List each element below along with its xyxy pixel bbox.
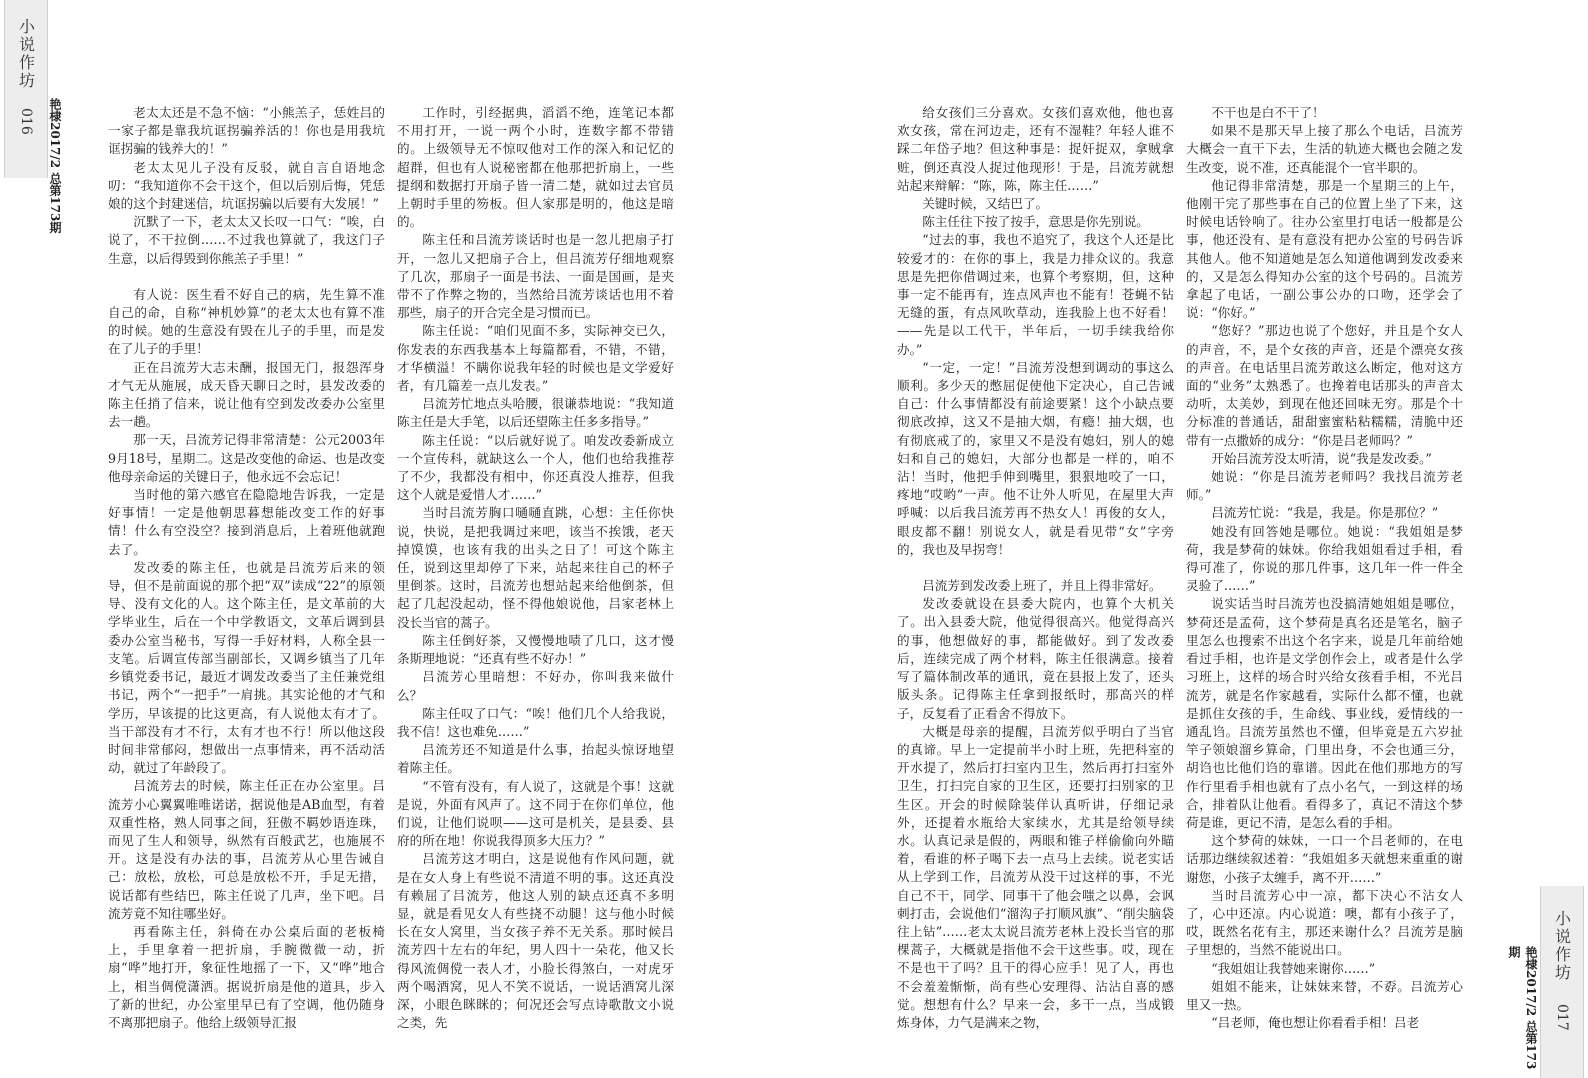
paragraph: 吕流芳去的时候，陈主任正在办公室里。吕流芳小心翼翼唯唯诺诺，据说他是AB血型，有着双重性格，熟人同事之间，狂傲不羁妙语连珠，而见了生人和领导，纵然有百般武艺，也施展不开。这是没有办法的事，吕流芳从心里告诫自己：放松，放松，可总是放松不开，手足无措，说话都有些结巴，陈主任说了几声，坐下吧。吕流芳竟不知往哪坐好。 — [108, 778, 385, 921]
paragraph: 她没有回答她是哪位。她说：“我姐姐是梦荷，我是梦荷的妹妹。你给我姐姐看过手相，看得可准了，你说的那几件事，这几年一件一件全灵验了……” — [1186, 523, 1463, 594]
paragraph: “一定，一定！”吕流芳没想到调动的事这么顺利。多少天的憋屈促使他下定决心，自己告诫自己：什么事情都没有前途要紧！这个小缺点要彻底改掉，这又不是抽大烟，有瘾！抽大烟，也有彻底戒了的，家里又不是没有媳妇，别人的媳妇和自己的媳妇，大部分也都是一样的，咱不沾！当时，他把手伸到嘴里，狠狠地咬了一口，疼地“哎哟”一声。他不让外人听见，在屋里大声呼喊：以后我吕流芳再不热女人！再俊的女人，眼皮都不翻！别说女人，就是看见带“女”字旁的，我也及早拐弯！ — [897, 359, 1174, 557]
page-number: 016 — [18, 108, 34, 135]
text-column-3 — [897, 104, 1174, 1064]
paragraph: 开始吕流芳没太听清，说“我是发改委。” — [1211, 450, 1432, 466]
paragraph: “您好？”那边也说了个您好，并且是个女人的声音，不，是个女孩的声音，还是个漂亮女孩的声音。在电话里吕流芳敢这么断定，他对这方面的“业务”太熟悉了。也搀着电话那头的声音太动听，太美妙，到现在他还回味无穷。那是个十分标准的普通话，甜甜蜜蜜粘粘糯糯，清脆中还带有一点撒娇的成分：“你是吕老师吗？” — [1186, 323, 1463, 448]
paragraph: 这个梦荷的妹妹，一口一个吕老师的，在电话那边继续叙述着：“我姐姐多天就想来重重的谢谢您，小孩子太缠手，离不开……” — [1186, 833, 1463, 885]
paragraph: 给女孩们三分喜欢。女孩们喜欢他，他也喜欢女孩，常在河边走，还有不湿鞋？年轻人谁不踩二年岱子地？但这种事是：捉奸捉双，拿贼拿赃，倒还真没人捉过他现形！于是，吕流芳就想站起来辩解：“陈，陈，陈主任……” — [897, 105, 1174, 193]
paragraph: 吕流芳这才明白，这是说他有作风问题，就是在女人身上有些说不清道不明的事。这还真没有赖屈了吕流芳，他这人别的缺点还真不多明显，就是看见女人有些挠不动腿！这与他小时候长在女人窝里，当女孩子养不无关系。那时候吕流芳四十左右的年纪，男人四十一朵花，他又长得风流倜傥一表人才，小脸长得煞白，一对虎牙两个喝酒窝，见人不笑不说话，一说话酒窝儿深深，小眼色眯眯的；何况还会写点诗歌散文小说之类，先 — [397, 851, 674, 1031]
paragraph: “吕老师，俺也想让你看看手相！吕老 — [1211, 1015, 1420, 1031]
paragraph: 陈主任往下按了按手，意思是你先别说。 — [922, 214, 1149, 230]
paragraph: 正在吕流芳大志未酬，报国无门，报怨浑身才气无从施展，成天昏天聊日之时，县发改委的陈主任捎了信来，说让他有空到发改委办公室里去一趟。 — [108, 359, 385, 430]
section-title: 小说作坊 — [16, 18, 36, 90]
paragraph: 不干也是白不干了！ — [1211, 105, 1325, 120]
paragraph: 他记得非常清楚，那是一个星期三的上午，他刚干完了那些事在自己的位置上坐了下来，这时候电话铃响了。往办公室里打电话一般都是公事，他还没有、是有意没有把办公室的号码告诉其他人。他不知道她是怎么知道他调到发改委来的，又是怎么得知办公室的这个号码的。吕流芳拿起了电话，一副公事公办的口吻，还学会了说：“你好。” — [1186, 177, 1463, 321]
section-break — [897, 559, 1174, 577]
paragraph: 吕流芳忙地点头哈腰，很谦恭地说：“我知道陈主任是大手笔，以后还望陈主任多多指导。” — [397, 396, 674, 430]
text-column-1 — [108, 104, 385, 1064]
paragraph: 陈主任和吕流芳谈话时也是一忽儿把扇子打开，一忽儿又把扇子合上，但吕流芳仔细地观察了几次，那扇子一面是书法、一面是国画，是夹带不了作弊之物的，当然给吕流芳谈话也用不着那些，扇子的开合完全是习惯而已。 — [397, 232, 674, 321]
issue-info-right: 艳棣2017/2 总第173期 — [1507, 946, 1538, 1070]
section-break — [108, 268, 385, 286]
paragraph: 陈主任说：“以后就好说了。咱发改委新成立一个宣传科，就缺这么一个人，他们也给我推荐了不少，我都没有相中，你还真没人推荐，但我这个人就是爱惜人才……” — [397, 432, 674, 503]
paragraph: 有人说：医生看不好自己的病，先生算不准自己的命，自称“神机妙算”的老太太也有算不准的时候。她的生意没有毁在儿子的手里，而是发在了儿子的手里！ — [108, 286, 385, 357]
section-tab-right — [1540, 886, 1584, 1078]
paragraph: 陈主任叹了口气：“唉！他们几个人给我说，我不信！这也难免……” — [397, 705, 674, 739]
paragraph: 说实话当时吕流芳也没搞清她姐姐是哪位，梦荷还是孟荷，这个梦荷是真名还是笔名，脑子里怎么也搜索不出这个名字来，说是几年前给她看过手相，也许是文学创作会上，或者是什么学习班上，这样的场合时兴给女孩看手相，不光吕流芳，就是名作家越看，实际什么都不懂，也就是抓住女孩的手，生命线、事业线，爱情线的一通乱诌。吕流芳虽然也不懂，但毕竟是五六岁扯竿子领娘溜乡算命，门里出身，不会也通三分，胡诌也比他们诌的靠谱。因此在他们那地方的写作行里看手相也就有了点小名气，一到这样的场合，排着队让他看。看得多了，真记不清这个梦荷是谁，更记不清，是怎么看的手相。 — [1186, 596, 1463, 830]
section-title: 小说作坊 — [1552, 910, 1572, 982]
paragraph: 吕流芳心里暗想：不好办，你叫我来做什么？ — [397, 669, 674, 703]
issue-info-left: 艳棣2017/2 总第173期 — [48, 98, 62, 234]
paragraph: 发改委就设在县委大院内，也算个大机关了。出入县委大院，他觉得很高兴。他觉得高兴的事，他想做好的事，都能做好。到了发改委后，连续完成了两个材料，陈主任很满意。接着写了篇体制改革的通讯，竟在县报上发了，还头版头条。记得陈主任拿到报纸时，那高兴的样子，反复看了正看舍不得放下。 — [897, 596, 1174, 721]
paragraph: 再看陈主任，斜倚在办公桌后面的老板椅上，手里拿着一把折扇，手腕微微一动，折扇“哗”地打开，象征性地摇了一下，又“哗”地合上，相当倜傥潇洒。据说折扇是他的道具，步入了新的世纪，办公室里早已有了空调，他仍随身不离那把扇子。他给上级领导汇报 — [108, 923, 385, 1030]
text-column-2 — [397, 104, 674, 1064]
paragraph: 吕流芳忙说：“我是，我是。你是那位？” — [1211, 505, 1439, 521]
paragraph: 老太太还是不急不恼：“小熊羔子，恁姓吕的一家子都是靠我坑诓拐骗养活的！你也是用我坑诓拐骗的钱养大的！” — [108, 105, 385, 157]
paragraph: 当时吕流芳胸口嗵嗵直跳，心想：主任你快说，快说，是把我调过来吧，该当不挨饿，老天掉馍馍，也该有我的出头之日了！可这个陈主任，说到这里却停了下来，站起来往自己的杯子里倒茶。这时，吕流芳也想站起来给他倒茶，但起了几起没起动，怪不得他娘说他，吕家老林上没长当官的蒿子。 — [397, 505, 674, 630]
page-number: 017 — [1554, 1004, 1570, 1031]
paragraph: 陈主任倒好茶，又慢慢地啧了几口，这才慢条斯理地说：“还真有些不好办！” — [397, 632, 674, 667]
paragraph: 大概是母亲的提醒，吕流芳似乎明白了当官的真谛。早上一定提前半小时上班，先把科室的开水提了，然后打扫室内卫生，然后再打扫室外卫生，打扫完自家的卫生区，还要打扫别家的卫生区。开会的时候除装佯认真听讲，仔细记录外，还提着水瓶给大家续水，尤其是给领导续水。认真记录是假的，两眼和锥子样偷偷向外瞄着，看谁的杯子喝下去一点马上去续。说老实话从上学到工作，吕流芳从没干过这样的事，不光自己不干，同学、同事干了他会嗤之以鼻，会讽刺打击，会说他们“溜沟子打顺风旗”、“削尖脑袋往上钻”……老太太说吕流芳老林上没长当官的那棵蒿子，大概就是指他不会干这些事。哎，现在不是也干了吗？且干的得心应手！见了人，再也不会羞羞惭惭，尚有些心安理得、沾沾自喜的感觉。想想有什么？早来一会，多干一点，当成锻炼身体，力气是满来之物， — [897, 723, 1174, 1030]
paragraph: 发改委的陈主任，也就是吕流芳后来的领导，但不是前面说的那个把“双”读成“22”的原领导、没有文化的人。这个陈主任，是文革前的大学毕业生，后在一个中学教语文，文革后调到县委办公室当秘书，写得一手好材料，人称全县一支笔。后调宣传部当副部长，又调乡镇当了几年乡镇党委书记，最近才调发改委当了主任兼党组书记，两个“一把手”一肩挑。其实论他的才气和学历，早该提的比这更高，有人说他太有才了。当干部没有才不行，太有才也不行！所以他这段时间非常郁闷，想做出一点事情来，再不活动活动，就过了年龄段了。 — [108, 559, 385, 776]
paragraph: 她说：“你是吕流芳老师吗？我找吕流芳老师。” — [1186, 469, 1463, 503]
paragraph: 吕流芳还不知道是什么事，抬起头惊讶地望着陈主任。 — [397, 742, 674, 776]
paragraph: 老太太见儿子没有反驳，就自言自语地念叨：“我知道你不会干这个，但以后别后悔，凭恁娘的这个封建迷信，坑诓拐骗以后要有大发展！” — [108, 159, 385, 212]
paragraph: 关键时候，又结巴了。 — [922, 196, 1049, 212]
paragraph: “过去的事，我也不追究了，我这个人还是比较爱才的：在你的事上，我是力排众议的。我意思是先把你借调过来，也算个考察期，但，这种事一定不能再有，连点风声也不能有！苍蝇不钻无缝的蛋，有点风吹草动，连我脸上也不好看！——先是以工代干，半年后，一切手续我给你办。” — [897, 232, 1174, 357]
paragraph: 如果不是那天早上接了那么个电话，吕流芳大概会一直干下去，生活的轨迹大概也会随之发生改变，说不准，还真能混个一官半职的。 — [1186, 123, 1463, 175]
paragraph: “不管有没有，有人说了，这就是个事！这就是说，外面有风声了。这不同于在你们单位，他们说，让他们说呗——这可是机关，是县委、县府的所在地！你说我得顶多大压力？” — [397, 778, 674, 849]
paragraph: 吕流芳到发改委上班了，并且上得非常好。 — [922, 578, 1162, 594]
paragraph: 那一天，吕流芳记得非常清楚：公元2003年9月18号，星期二。这是改变他的命运、也是改变他母亲命运的关键日子，他永远不会忘记！ — [108, 432, 385, 484]
paragraph: 当时吕流芳心中一凉，都下决心不沾女人了，心中还凉。内心说道：噢，都有小孩子了，哎，既然名花有主，那还来谢什么？吕流芳是脑子里想的，当然不能说出口。 — [1186, 887, 1463, 958]
paragraph: 工作时，引经据典，滔滔不绝，连笔记本都不用打开，一说一两个小时，连数字都不带错的。上级领导无不惊叹他对工作的深入和记忆的超群，但也有人说秘密都在他那把折扇上，一些提纲和数据打开扇子皆一清二楚，就如过去官员上朝时手里的笏板。但人家那是明的，他这是暗的。 — [397, 105, 674, 230]
paragraph: “我姐姐让我替她来谢你……” — [1211, 960, 1376, 976]
paragraph: 姐姐不能来，让妹妹来替，不孬。吕流芳心里又一热。 — [1186, 978, 1463, 1012]
paragraph: 陈主任说：“咱们见面不多，实际神交已久，你发表的东西我基本上每篇都看，不错，不错，才华横溢！不瞒你说我年轻的时候也是文学爱好者，有几篇差一点儿发表。” — [397, 323, 674, 394]
text-column-4 — [1186, 104, 1463, 1064]
paragraph: 当时他的第六感官在隐隐地告诉我，一定是好事情！一定是他朝思暮想能改变工作的好事情！什么有空没空？接到消息后，上着班他就跑去了。 — [108, 487, 385, 557]
paragraph: 沉默了一下，老太太又长叹一口气：“唉，白说了，不干拉倒……不过我也算就了，我这门子生意，以后得毁到你熊羔子手里！” — [108, 214, 385, 266]
section-tab-left — [4, 0, 48, 178]
